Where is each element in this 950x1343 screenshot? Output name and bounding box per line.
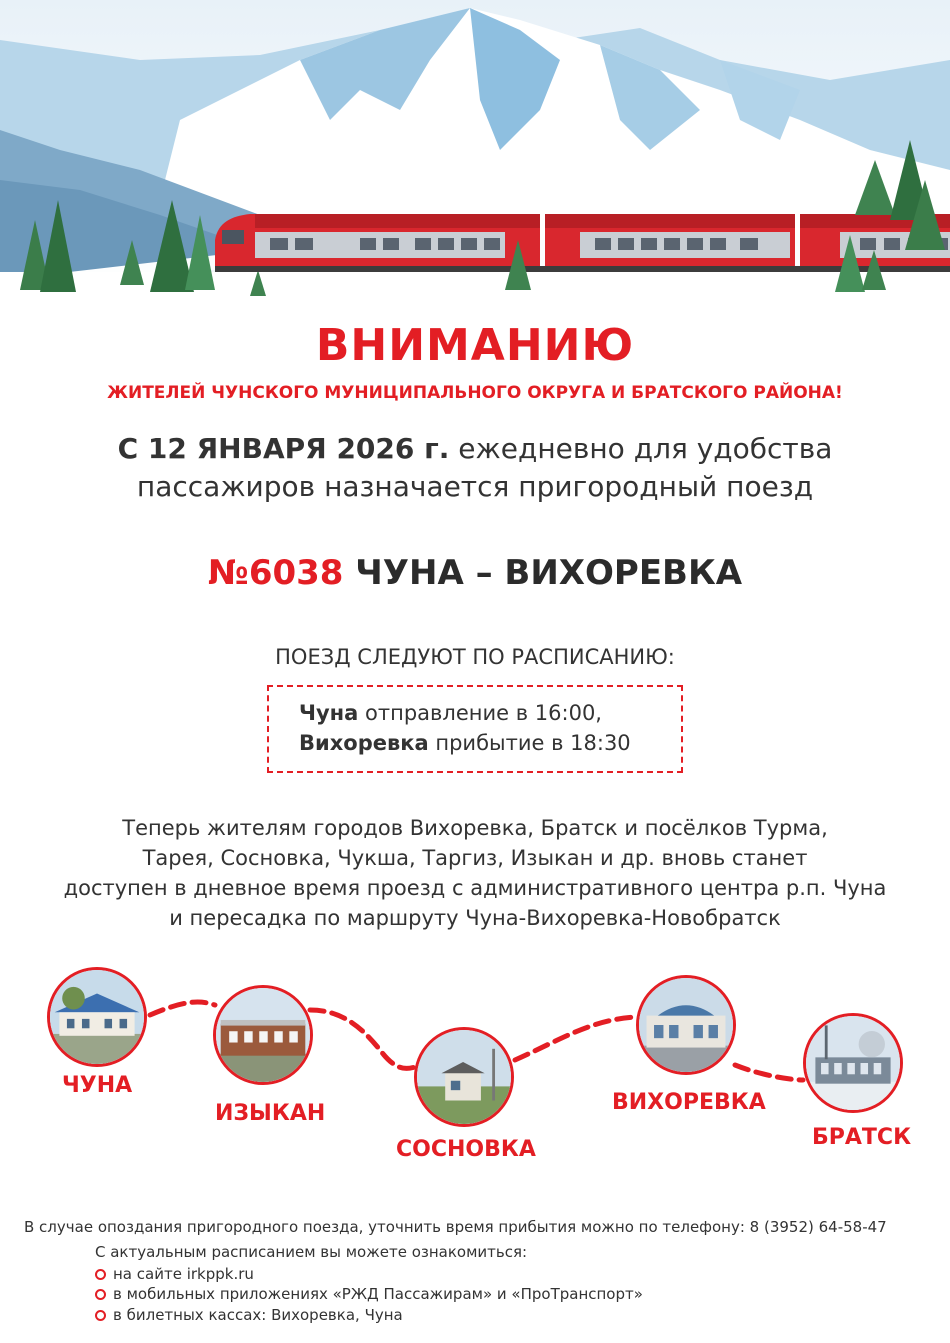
station-photo-chuna <box>47 967 147 1067</box>
train-number: №6038 <box>207 553 344 593</box>
schedule-source-text: в мобильных приложениях «РЖД Пассажирам» и «ПроТранспорт» <box>113 1285 643 1303</box>
station-label-vikhorevka: ВИХОРЕВКА <box>612 1090 766 1115</box>
schedule-source-item <box>95 1265 254 1283</box>
station-photo-sosnovka <box>414 1027 514 1127</box>
station-photo-vikhorevka <box>636 975 736 1075</box>
info-paragraph <box>0 813 950 933</box>
schedule-station: Чуна <box>299 701 359 725</box>
announcement-date: С 12 ЯНВАРЯ 2026 г. <box>117 432 450 465</box>
schedule-source-text: на сайте irkppk.ru <box>113 1265 254 1283</box>
announcement-line-1 <box>0 430 950 468</box>
bullet-circle-icon <box>95 1289 106 1300</box>
announcement-line-2: пассажиров назначается пригородный поезд <box>136 470 814 503</box>
schedule-text: прибытие в 18:30 <box>435 731 631 755</box>
schedule-line-arrival <box>299 731 631 755</box>
schedule-heading: ПОЕЗД СЛЕДУЮТ ПО РАСПИСАНИЮ: <box>275 645 675 669</box>
station-label-chuna: ЧУНА <box>62 1073 133 1098</box>
station-label-izykan: ИЗЫКАН <box>215 1101 326 1126</box>
schedule-source-text: в билетных кассах: Вихоревка, Чуна <box>113 1306 403 1324</box>
train-route-name: ЧУНА – ВИХОРЕВКА <box>355 553 743 593</box>
bullet-circle-icon <box>95 1310 106 1321</box>
station-photo-bratsk <box>803 1013 903 1113</box>
announcement <box>0 430 950 506</box>
station-label-bratsk: БРАТСК <box>812 1125 912 1150</box>
info-line: и пересадка по маршруту Чуна-Вихоревка-Новобратск <box>169 906 781 930</box>
hero-illustration <box>0 0 950 300</box>
station-photo-izykan <box>213 985 313 1085</box>
schedule-source-item <box>95 1285 643 1303</box>
announcement-line-1-rest: ежедневно для удобства <box>458 432 833 465</box>
schedule-source-item <box>95 1306 403 1324</box>
schedule-intro: С актуальным расписанием вы можете ознакомиться: <box>95 1243 528 1261</box>
delay-note: В случае опоздания пригородного поезда, уточнить время прибытия можно по телефону: 8 (3952) 64-58-47 <box>24 1218 887 1236</box>
train-route <box>0 553 950 593</box>
page-title: ВНИМАНИЮ <box>315 320 635 371</box>
route-map <box>0 955 950 1170</box>
bullet-circle-icon <box>95 1269 106 1280</box>
schedule-station: Вихоревка <box>299 731 429 755</box>
info-line: Тарея, Сосновка, Чукша, Таргиз, Изыкан и др. вновь станет <box>142 846 808 870</box>
station-label-sosnovka: СОСНОВКА <box>396 1137 536 1162</box>
schedule-box <box>267 685 683 773</box>
schedule-text: отправление в 16:00, <box>365 701 602 725</box>
info-line: Теперь жителям городов Вихоревка, Братск и посёлков Турма, <box>122 816 828 840</box>
info-line: доступен в дневное время проезд с административного центра р.п. Чуна <box>63 876 887 900</box>
schedule-line-departure <box>299 701 602 725</box>
page-subtitle: ЖИТЕЛЕЙ ЧУНСКОГО МУНИЦИПАЛЬНОГО ОКРУГА И БРАТСКОГО РАЙОНА! <box>107 383 843 403</box>
